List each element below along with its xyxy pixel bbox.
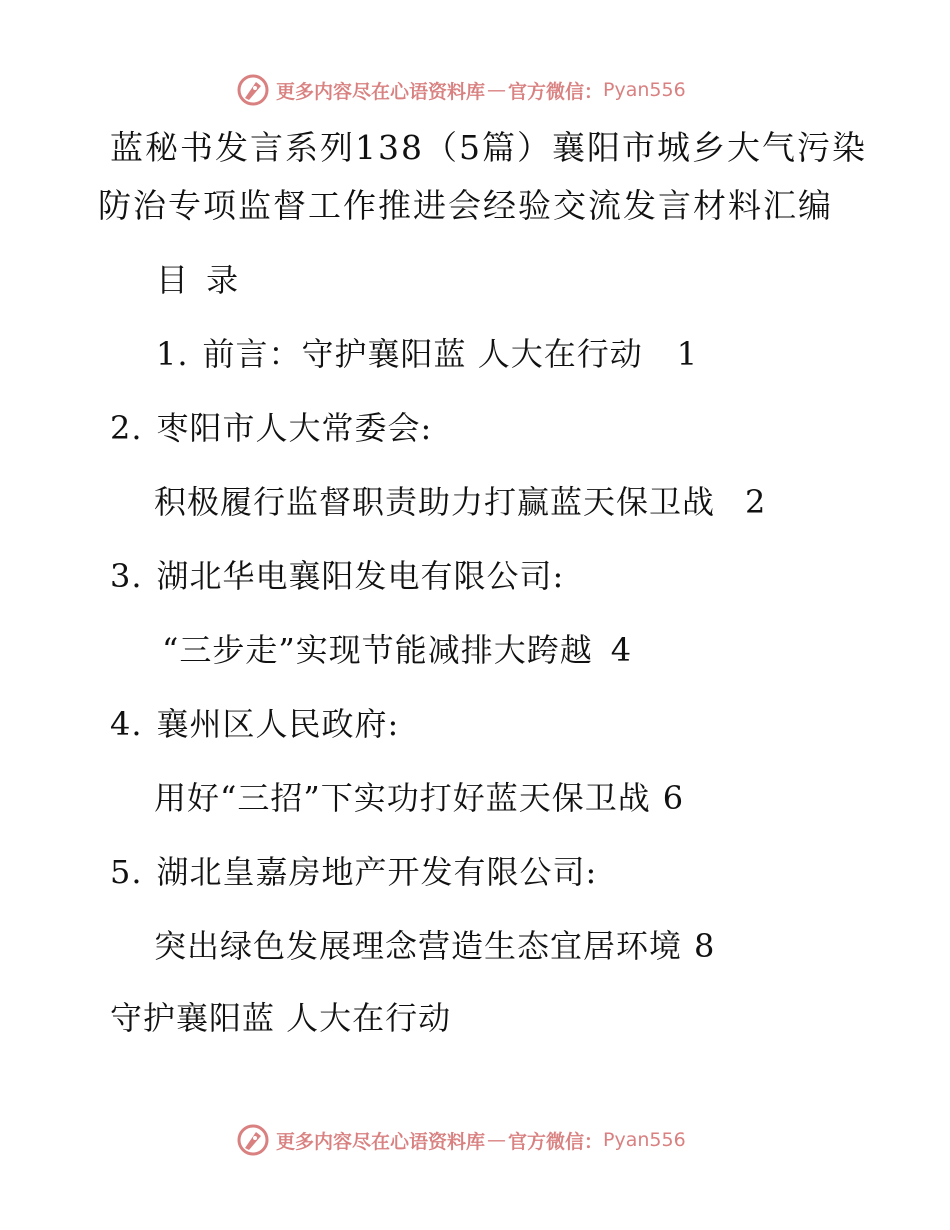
- pen-nib-logo-icon: [236, 73, 270, 107]
- toc-item-page: 4: [610, 631, 633, 669]
- doc-title-line-2: 防治专项监督工作推进会经验交流发言材料汇编: [98, 186, 833, 225]
- watermark-text: 更多内容尽在心语资料库: [276, 1130, 486, 1153]
- pen-nib-logo-icon: [236, 1123, 270, 1157]
- toc-item-page: 1: [676, 335, 699, 373]
- toc-item-3-org: [110, 554, 564, 598]
- toc-item-2-org: [110, 406, 432, 450]
- toc-item-page: 2: [745, 483, 767, 521]
- watermark-header: [236, 72, 686, 108]
- toc-item-title: 用好“三招”下实功打好蓝天保卫战: [154, 779, 651, 817]
- toc-item-number: 5.: [110, 853, 143, 891]
- section-heading: 守护襄阳蓝 人大在行动: [110, 999, 452, 1037]
- toc-item-5-org: [110, 850, 597, 894]
- toc-item-org: 襄州区人民政府:: [156, 705, 400, 743]
- watermark-text: 更多内容尽在心语资料库: [276, 80, 486, 103]
- toc-heading: 目 录: [156, 261, 243, 299]
- toc-item-page: 6: [662, 779, 685, 817]
- toc-item-title: 积极履行监督职责助力打赢蓝天保卫战: [154, 483, 716, 521]
- toc-item-number: 3.: [110, 557, 143, 595]
- toc-item-org: 枣阳市人大常委会:: [156, 409, 433, 447]
- toc-item-page: 8: [694, 927, 716, 965]
- toc-item-4-title: [154, 776, 684, 820]
- toc-item-number: 2.: [110, 409, 143, 447]
- toc-item-2-title: [154, 480, 766, 524]
- watermark-separator: —: [487, 1129, 507, 1151]
- toc-item-number: 4.: [110, 705, 143, 743]
- toc-item-org: 湖北华电襄阳发电有限公司:: [156, 557, 565, 595]
- watermark-label: 官方微信：: [508, 80, 604, 103]
- watermark-separator: —: [487, 79, 507, 101]
- watermark-wechat-id: Pyan556: [603, 1129, 686, 1151]
- watermark-wechat-id: Pyan556: [603, 79, 686, 101]
- watermark-label: 官方微信：: [508, 1130, 604, 1153]
- watermark-footer: [236, 1122, 686, 1158]
- toc-item-number: 1.: [156, 335, 189, 373]
- toc-item-5-title: [154, 924, 715, 968]
- doc-title-line-1: 蓝秘书发言系列138（5篇）襄阳市城乡大气污染: [110, 128, 867, 167]
- toc-item-3-title: [162, 628, 632, 672]
- toc-item-title: “三步走”实现节能减排大跨越: [162, 631, 593, 669]
- toc-item-1: [156, 332, 698, 376]
- toc-item-title: 突出绿色发展理念营造生态宜居环境: [154, 927, 683, 965]
- toc-item-4-org: [110, 702, 399, 746]
- toc-item-org: 湖北皇嘉房地产开发有限公司:: [156, 853, 598, 891]
- toc-item-title: 前言：守护襄阳蓝 人大在行动: [202, 335, 643, 373]
